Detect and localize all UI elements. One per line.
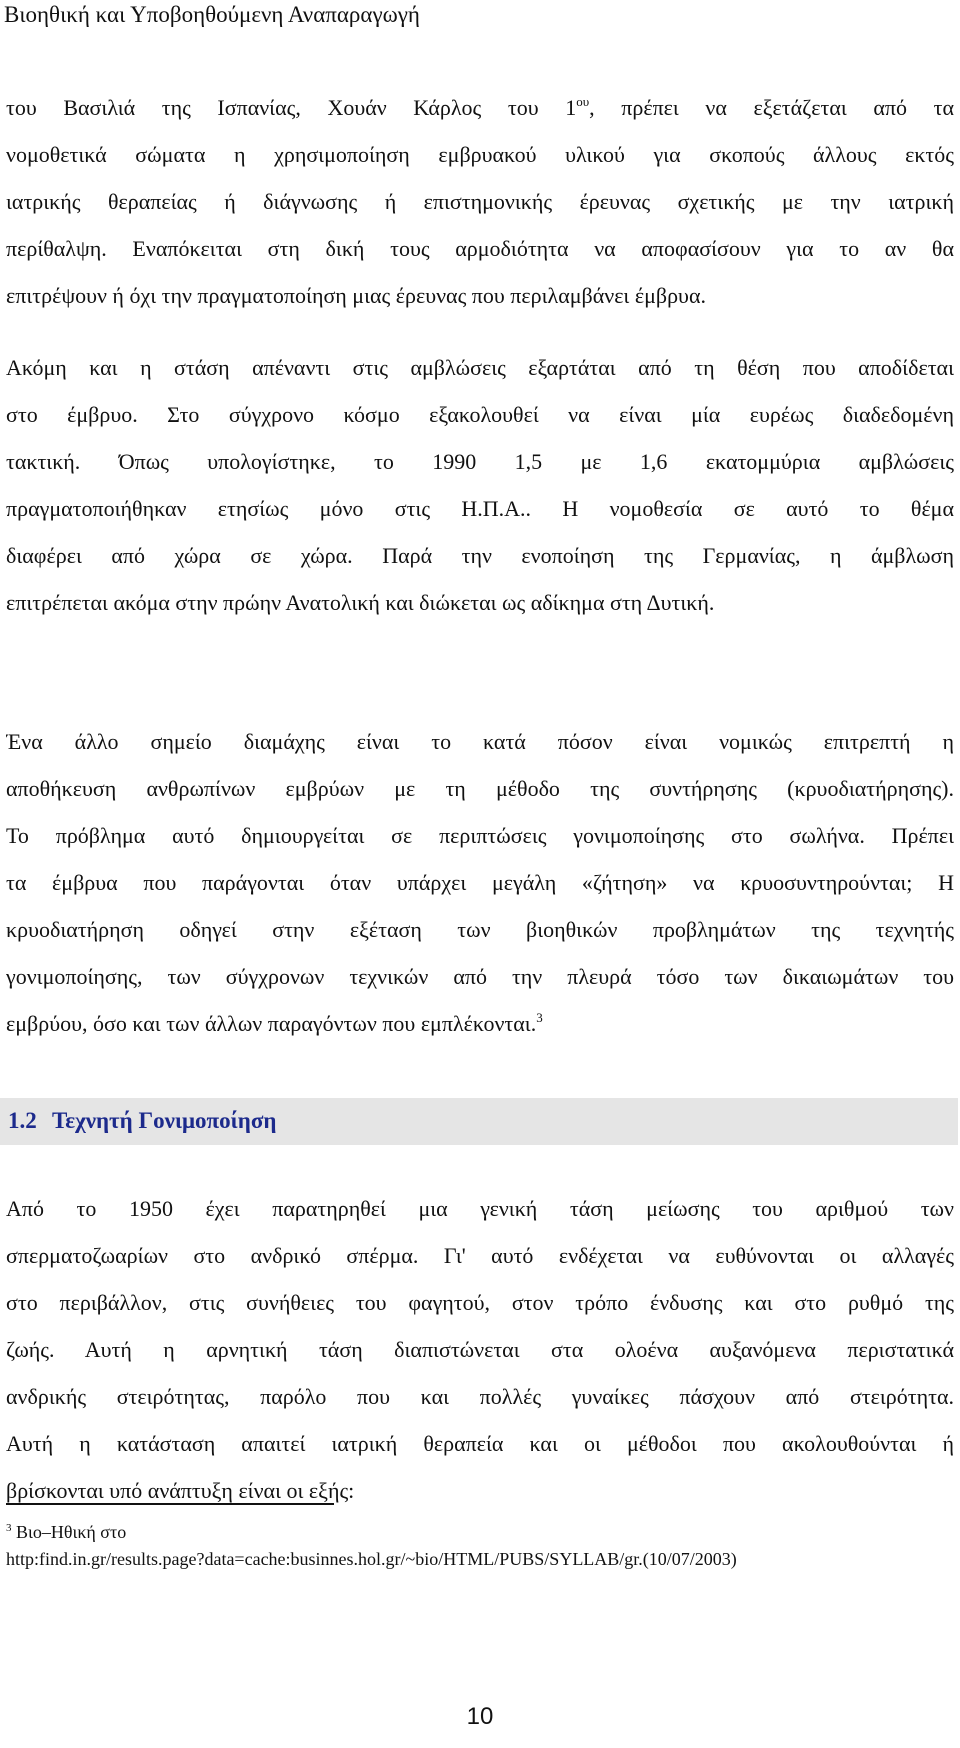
text-line: Ένα άλλο σημείο διαμάχης είναι το κατά πόσον είναι νομικώς επιτρεπτή η	[6, 729, 954, 754]
footnote-marker: 3	[6, 1522, 12, 1534]
text-line: Ακόμη και η στάση απέναντι στις αμβλώσεις εξαρτάται από τη θέση που αποδίδεται	[6, 355, 954, 380]
superscript: ου	[576, 94, 590, 109]
text-line: στο περιβάλλον, στις συνήθειες του φαγητού, στον τρόπο ένδυσης και στο ρυθμό της	[6, 1290, 954, 1315]
text-line: επιτρέπεται ακόμα στην πρώην Ανατολική και διώκεται ως αδίκημα στη Δυτική.	[6, 590, 715, 615]
page-number: 10	[466, 1703, 494, 1730]
text-line: Από το 1950 έχει παρατηρηθεί μια γενική τάση μείωσης του αριθμού των	[6, 1196, 954, 1221]
text-line: στο έμβρυο. Στο σύγχρονο κόσμο εξακολουθεί να είναι μία ευρέως διαδεδομένη	[6, 402, 954, 427]
section-number: 1.2	[8, 1108, 37, 1133]
text-line: Το πρόβλημα αυτό δημιουργείται σε περιπτώσεις γονιμοποίησης στο σωλήνα. Πρέπει	[6, 823, 954, 848]
paragraph	[6, 1185, 954, 1514]
paragraph	[6, 84, 954, 319]
text-line	[6, 84, 954, 131]
section-title: Τεχνητή Γονιμοποίηση	[52, 1108, 277, 1133]
text-span: εμβρύου, όσο και των άλλων παραγόντων που εμπλέκονται.	[6, 1011, 537, 1036]
text-line: τακτική. Όπως υπολογίστηκε, το 1990 1,5 με 1,6 εκατομμύρια αμβλώσεις	[6, 449, 954, 474]
section-heading	[8, 1101, 276, 1141]
text-line: διαφέρει από χώρα σε χώρα. Παρά την ενοποίηση της Γερμανίας, η άμβλωση	[6, 543, 954, 568]
paragraph	[6, 718, 954, 1047]
footnote-text	[6, 1521, 126, 1543]
text-line: Αυτή η κατάσταση απαιτεί ιατρική θεραπεία και οι μέθοδοι που ακολουθούνται ή	[6, 1431, 954, 1456]
footnote-reference[interactable]: 3	[536, 1010, 543, 1025]
text-line: επιτρέψουν ή όχι την πραγματοποίηση μιας έρευνας που περιλαμβάνει έμβρυα.	[6, 283, 706, 308]
text-line: γονιμοποίησης, των σύγχρονων τεχνικών από την πλευρά τόσο των δικαιωμάτων του	[6, 964, 954, 989]
text-span: , πρέπει να εξετάζεται από τα	[589, 95, 954, 120]
text-line: νομοθετικά σώματα η χρησιμοποίηση εμβρυακού υλικού για σκοπούς άλλους εκτός	[6, 142, 954, 167]
text-line: ιατρικής θεραπείας ή διάγνωσης ή επιστημονικής έρευνας σχετικής με την ιατρική	[6, 189, 954, 214]
text-line: κρυοδιατήρηση οδηγεί στην εξέταση των βιοηθικών προβλημάτων της τεχνητής	[6, 917, 954, 942]
footnote-divider	[6, 1503, 334, 1505]
text-line: αποθήκευση ανθρωπίνων εμβρύων με τη μέθοδο της συντήρησης (κρυοδιατήρησης).	[6, 776, 954, 801]
text-line: περίθαλψη. Εναπόκειται στη δική τους αρμοδιότητα να αποφασίσουν για το αν θα	[6, 236, 954, 261]
text-line: βρίσκονται υπό ανάπτυξη είναι οι εξής:	[6, 1478, 355, 1503]
text-span: του Βασιλιά της Ισπανίας, Χουάν Κάρλος του 1	[6, 95, 577, 120]
text-line: ανδρικής στειρότητας, παρόλο που και πολλές γυναίκες πάσχουν από στειρότητα.	[6, 1384, 954, 1409]
footnote-link[interactable]: http:find.in.gr/results.page?data=cache:businnes.hol.gr/~bio/HTML/PUBS/SYLLAB/gr.(10/07/2003)	[6, 1549, 737, 1569]
paragraph	[6, 344, 954, 626]
text-line: ζωής. Αυτή η αρνητική τάση διαπιστώνεται στα ολοένα αυξανόμενα περιστατικά	[6, 1337, 954, 1362]
text-line: τα έμβρυα που παράγονται όταν υπάρχει μεγάλη «ζήτηση» να κρυοσυντηρούνται; Η	[6, 870, 954, 895]
running-header: Βιοηθική και Υποβοηθούμενη Αναπαραγωγή	[4, 2, 420, 27]
text-line: σπερματοζωαρίων στο ανδρικό σπέρμα. Γι' αυτό ενδέχεται να ευθύνονται οι αλλαγές	[6, 1243, 954, 1268]
text-line	[6, 1000, 954, 1047]
text-line: πραγματοποιήθηκαν ετησίως μόνο στις Η.Π.Α.. Η νομοθεσία σε αυτό το θέμα	[6, 496, 954, 521]
footnote-label: Βιο–Ηθική στο	[16, 1522, 127, 1542]
